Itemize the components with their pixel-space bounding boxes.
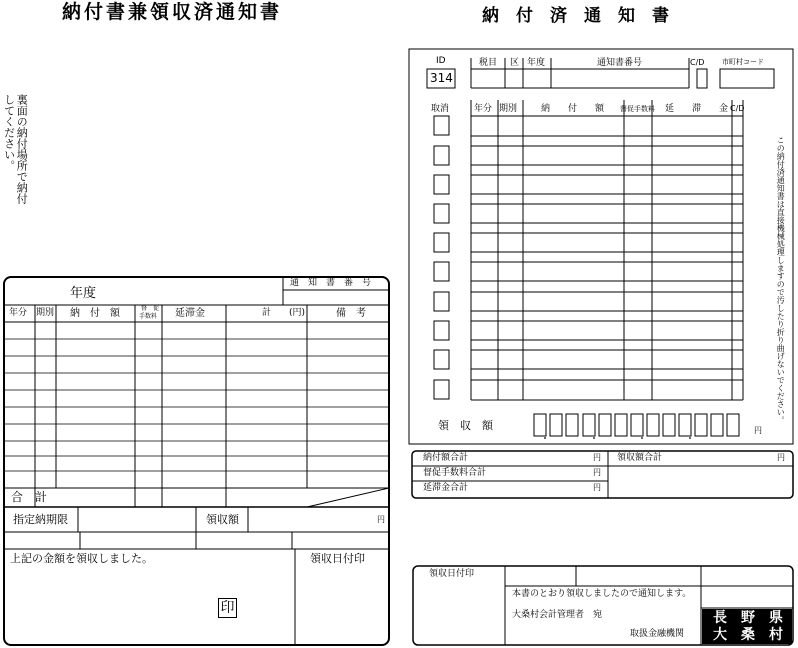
r-col-kibetsu: 期別: [499, 104, 518, 114]
r-col-tokusoku: 督促手数料: [620, 105, 655, 113]
hdr-shichoson: 市町村コード: [722, 58, 764, 66]
hdr-cd: C/D: [690, 58, 705, 67]
left-total-label: 合 計: [11, 490, 48, 504]
sum-yen-2: 円: [777, 453, 785, 462]
sum-yen-1: 円: [593, 453, 601, 462]
left-received-label: 領収額: [206, 513, 239, 526]
sum-yen-4: 円: [593, 483, 601, 492]
hdr-zeimoku: 税目: [479, 58, 498, 68]
hdr-ku: 区: [510, 58, 520, 68]
r-col-nenbun: 年分: [474, 104, 493, 114]
sum-nofu-label: 納付額合計: [423, 453, 469, 463]
col-torikeshi: 取消: [431, 104, 450, 114]
left-yen: 円: [377, 515, 385, 524]
ryoshu-yen: 円: [754, 426, 762, 435]
col-kei: 計 (円): [262, 308, 306, 318]
seal-box: 印: [218, 598, 237, 618]
left-notice-no-header: 通 知 書 番 号: [290, 278, 372, 288]
hdr-tsuchi: 通知書番号: [597, 58, 643, 68]
col-kibetsu: 期別: [36, 308, 55, 318]
left-form-title: 納付書兼領収済通知書: [62, 1, 283, 23]
stamp-message: 本書のとおり領収しましたので通知します。: [512, 589, 692, 599]
due-date-label: 指定納期限: [13, 513, 68, 526]
hdr-id-value: 314: [430, 71, 453, 85]
left-form-border: [4, 277, 389, 645]
stamp-label: 領収日付印: [429, 569, 475, 579]
stamp-village: 大 桑 村: [713, 627, 783, 643]
ryoshu-label: 領 収 額: [438, 419, 493, 432]
col-nofu: 納 付 額: [70, 308, 120, 319]
col-nenbun: 年分: [9, 308, 28, 318]
col-tokusoku-b: 手数料: [139, 313, 158, 320]
r-col-entai: 延 滞 金: [665, 104, 729, 114]
r-col-nofu: 納 付 額: [541, 104, 605, 114]
col-tokusoku-a: 督 促: [141, 305, 160, 312]
left-date-stamp-label: 領収日付印: [310, 552, 365, 565]
sum-ryoshu-label: 領収額合計: [617, 453, 663, 463]
sum-tokusoku-label: 督促手数料合計: [423, 468, 487, 478]
hdr-nendo: 年度: [527, 58, 546, 68]
machine-processing-note: この納付済通知書は直接機械処理しますので汚したり折り曲げないでください。: [776, 136, 786, 424]
sum-entai-label: 延滞金合計: [423, 483, 469, 493]
left-year-header: 年度: [70, 286, 97, 301]
stamp-pref: 長 野 県: [713, 610, 783, 626]
right-form-title: 納 付 済 通 知 書: [482, 6, 669, 26]
sum-yen-3: 円: [593, 468, 601, 477]
col-biko: 備 考: [336, 308, 366, 319]
stamp-institution: 取扱金融機関: [630, 629, 685, 639]
hdr-id: ID: [436, 56, 446, 66]
stamp-addressee: 大桑村会計管理者 宛: [512, 610, 603, 620]
back-payment-note: 裏面の納付場所で納付してください。: [2, 94, 29, 204]
r-col-cd: C/D: [730, 104, 745, 113]
receipt-text: 上記の金額を領収しました。: [10, 552, 153, 565]
col-entai: 延滞金: [175, 308, 205, 319]
